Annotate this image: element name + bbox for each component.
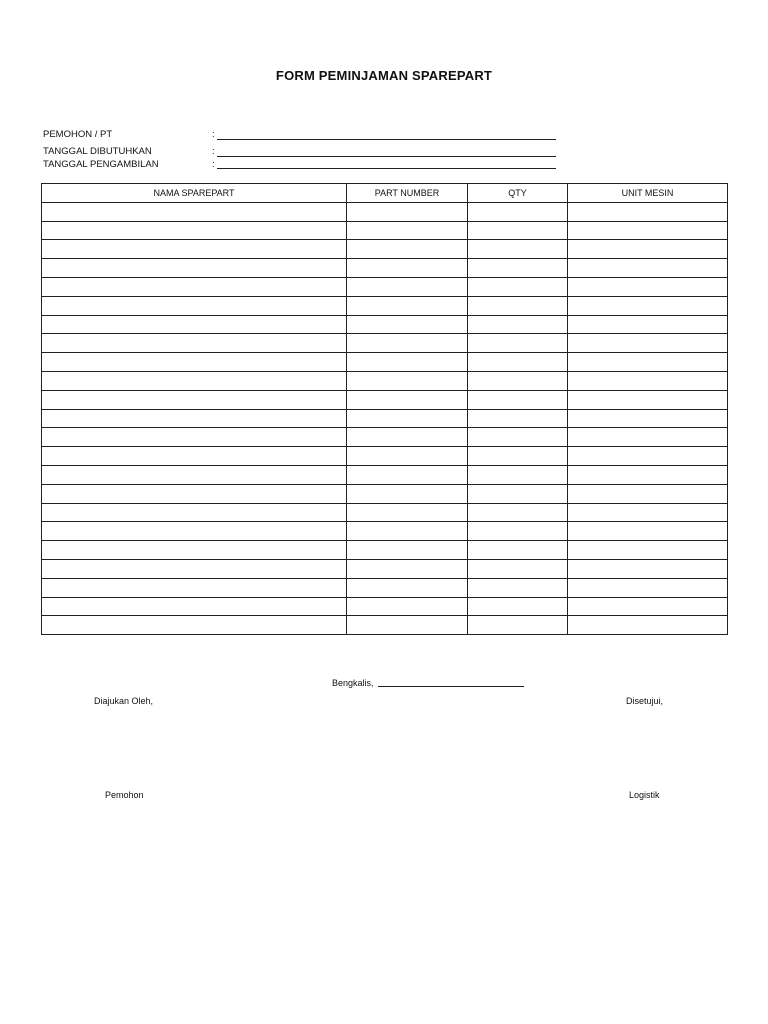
cell-unit-mesin[interactable]	[568, 334, 728, 353]
cell-nama-sparepart[interactable]	[42, 559, 347, 578]
submitted-by-caption: Diajukan Oleh,	[94, 696, 154, 706]
cell-qty[interactable]	[468, 296, 568, 315]
tanggal-pengambilan-input-line[interactable]	[217, 168, 556, 169]
table-row	[42, 503, 728, 522]
table-row	[42, 202, 728, 221]
cell-unit-mesin[interactable]	[568, 541, 728, 560]
cell-nama-sparepart[interactable]	[42, 541, 347, 560]
table-row	[42, 277, 728, 296]
cell-part-number[interactable]	[347, 447, 468, 466]
cell-unit-mesin[interactable]	[568, 221, 728, 240]
cell-nama-sparepart[interactable]	[42, 465, 347, 484]
cell-part-number[interactable]	[347, 259, 468, 278]
cell-nama-sparepart[interactable]	[42, 616, 347, 635]
cell-qty[interactable]	[468, 465, 568, 484]
cell-unit-mesin[interactable]	[568, 578, 728, 597]
cell-qty[interactable]	[468, 616, 568, 635]
cell-qty[interactable]	[468, 353, 568, 372]
cell-qty[interactable]	[468, 409, 568, 428]
table-row	[42, 616, 728, 635]
table-row	[42, 559, 728, 578]
table-row	[42, 428, 728, 447]
table-row	[42, 409, 728, 428]
cell-part-number[interactable]	[347, 240, 468, 259]
cell-unit-mesin[interactable]	[568, 447, 728, 466]
cell-qty[interactable]	[468, 597, 568, 616]
cell-qty[interactable]	[468, 334, 568, 353]
cell-part-number[interactable]	[347, 409, 468, 428]
cell-part-number[interactable]	[347, 503, 468, 522]
cell-nama-sparepart[interactable]	[42, 578, 347, 597]
cell-part-number[interactable]	[347, 334, 468, 353]
cell-part-number[interactable]	[347, 465, 468, 484]
cell-part-number[interactable]	[347, 296, 468, 315]
field-label-tanggal-dibutuhkan: TANGGAL DIBUTUHKAN	[43, 146, 152, 157]
cell-qty[interactable]	[468, 202, 568, 221]
cell-part-number[interactable]	[347, 428, 468, 447]
cell-nama-sparepart[interactable]	[42, 390, 347, 409]
header-qty: QTY	[468, 184, 568, 203]
table-row	[42, 447, 728, 466]
cell-part-number[interactable]	[347, 484, 468, 503]
cell-nama-sparepart[interactable]	[42, 353, 347, 372]
cell-unit-mesin[interactable]	[568, 296, 728, 315]
table-row	[42, 353, 728, 372]
table-row	[42, 221, 728, 240]
cell-unit-mesin[interactable]	[568, 240, 728, 259]
table-row	[42, 259, 728, 278]
cell-qty[interactable]	[468, 259, 568, 278]
cell-qty[interactable]	[468, 503, 568, 522]
cell-part-number[interactable]	[347, 616, 468, 635]
cell-qty[interactable]	[468, 447, 568, 466]
field-colon: :	[212, 159, 215, 170]
cell-qty[interactable]	[468, 484, 568, 503]
header-unit-mesin: UNIT MESIN	[568, 184, 728, 203]
pemohon-input-line[interactable]	[217, 139, 556, 140]
cell-part-number[interactable]	[347, 578, 468, 597]
cell-unit-mesin[interactable]	[568, 390, 728, 409]
cell-unit-mesin[interactable]	[568, 503, 728, 522]
cell-unit-mesin[interactable]	[568, 409, 728, 428]
cell-qty[interactable]	[468, 277, 568, 296]
table-row	[42, 240, 728, 259]
form-title: FORM PEMINJAMAN SPAREPART	[275, 68, 493, 83]
field-colon: :	[212, 146, 215, 157]
table-body	[42, 202, 728, 634]
cell-qty[interactable]	[468, 541, 568, 560]
cell-qty[interactable]	[468, 428, 568, 447]
cell-nama-sparepart[interactable]	[42, 597, 347, 616]
cell-unit-mesin[interactable]	[568, 522, 728, 541]
cell-nama-sparepart[interactable]	[42, 503, 347, 522]
cell-unit-mesin[interactable]	[568, 277, 728, 296]
cell-unit-mesin[interactable]	[568, 616, 728, 635]
field-colon: :	[212, 129, 215, 140]
cell-qty[interactable]	[468, 315, 568, 334]
table-row	[42, 541, 728, 560]
cell-part-number[interactable]	[347, 559, 468, 578]
cell-nama-sparepart[interactable]	[42, 484, 347, 503]
cell-unit-mesin[interactable]	[568, 465, 728, 484]
cell-nama-sparepart[interactable]	[42, 259, 347, 278]
table-row	[42, 522, 728, 541]
table-row	[42, 371, 728, 390]
cell-qty[interactable]	[468, 221, 568, 240]
cell-nama-sparepart[interactable]	[42, 296, 347, 315]
header-part-number: PART NUMBER	[347, 184, 468, 203]
cell-qty[interactable]	[468, 559, 568, 578]
tanggal-dibutuhkan-input-line[interactable]	[217, 156, 556, 157]
table-row	[42, 296, 728, 315]
applicant-signature-name: Pemohon	[105, 790, 144, 800]
cell-qty[interactable]	[468, 578, 568, 597]
cell-nama-sparepart[interactable]	[42, 371, 347, 390]
cell-nama-sparepart[interactable]	[42, 240, 347, 259]
cell-part-number[interactable]	[347, 315, 468, 334]
cell-qty[interactable]	[468, 240, 568, 259]
cell-unit-mesin[interactable]	[568, 597, 728, 616]
cell-unit-mesin[interactable]	[568, 353, 728, 372]
cell-unit-mesin[interactable]	[568, 484, 728, 503]
table-row	[42, 334, 728, 353]
cell-part-number[interactable]	[347, 522, 468, 541]
cell-part-number[interactable]	[347, 202, 468, 221]
cell-part-number[interactable]	[347, 353, 468, 372]
table-row	[42, 390, 728, 409]
cell-nama-sparepart[interactable]	[42, 334, 347, 353]
field-label-pemohon: PEMOHON / PT	[43, 129, 113, 140]
cell-unit-mesin[interactable]	[568, 259, 728, 278]
table-row	[42, 315, 728, 334]
cell-unit-mesin[interactable]	[568, 315, 728, 334]
cell-nama-sparepart[interactable]	[42, 409, 347, 428]
cell-part-number[interactable]	[347, 541, 468, 560]
table-header-row	[42, 184, 728, 203]
date-input-line[interactable]	[378, 686, 524, 687]
table-row	[42, 484, 728, 503]
cell-nama-sparepart[interactable]	[42, 315, 347, 334]
cell-part-number[interactable]	[347, 390, 468, 409]
table-row	[42, 578, 728, 597]
cell-part-number[interactable]	[347, 277, 468, 296]
cell-nama-sparepart[interactable]	[42, 202, 347, 221]
cell-part-number[interactable]	[347, 371, 468, 390]
cell-unit-mesin[interactable]	[568, 559, 728, 578]
cell-nama-sparepart[interactable]	[42, 522, 347, 541]
place-label: Bengkalis,	[332, 678, 374, 688]
cell-nama-sparepart[interactable]	[42, 277, 347, 296]
cell-qty[interactable]	[468, 522, 568, 541]
cell-nama-sparepart[interactable]	[42, 221, 347, 240]
cell-part-number[interactable]	[347, 221, 468, 240]
cell-nama-sparepart[interactable]	[42, 428, 347, 447]
approved-caption: Disetujui,	[626, 696, 664, 706]
cell-qty[interactable]	[468, 371, 568, 390]
cell-qty[interactable]	[468, 390, 568, 409]
header-nama-sparepart: NAMA SPAREPART	[42, 184, 347, 203]
cell-nama-sparepart[interactable]	[42, 447, 347, 466]
cell-unit-mesin[interactable]	[568, 202, 728, 221]
sparepart-table	[41, 183, 728, 635]
table-row	[42, 465, 728, 484]
cell-part-number[interactable]	[347, 597, 468, 616]
field-label-tanggal-pengambilan: TANGGAL PENGAMBILAN	[43, 159, 159, 170]
logistics-signature-name: Logistik	[629, 790, 660, 800]
cell-unit-mesin[interactable]	[568, 428, 728, 447]
table-row	[42, 597, 728, 616]
cell-unit-mesin[interactable]	[568, 371, 728, 390]
